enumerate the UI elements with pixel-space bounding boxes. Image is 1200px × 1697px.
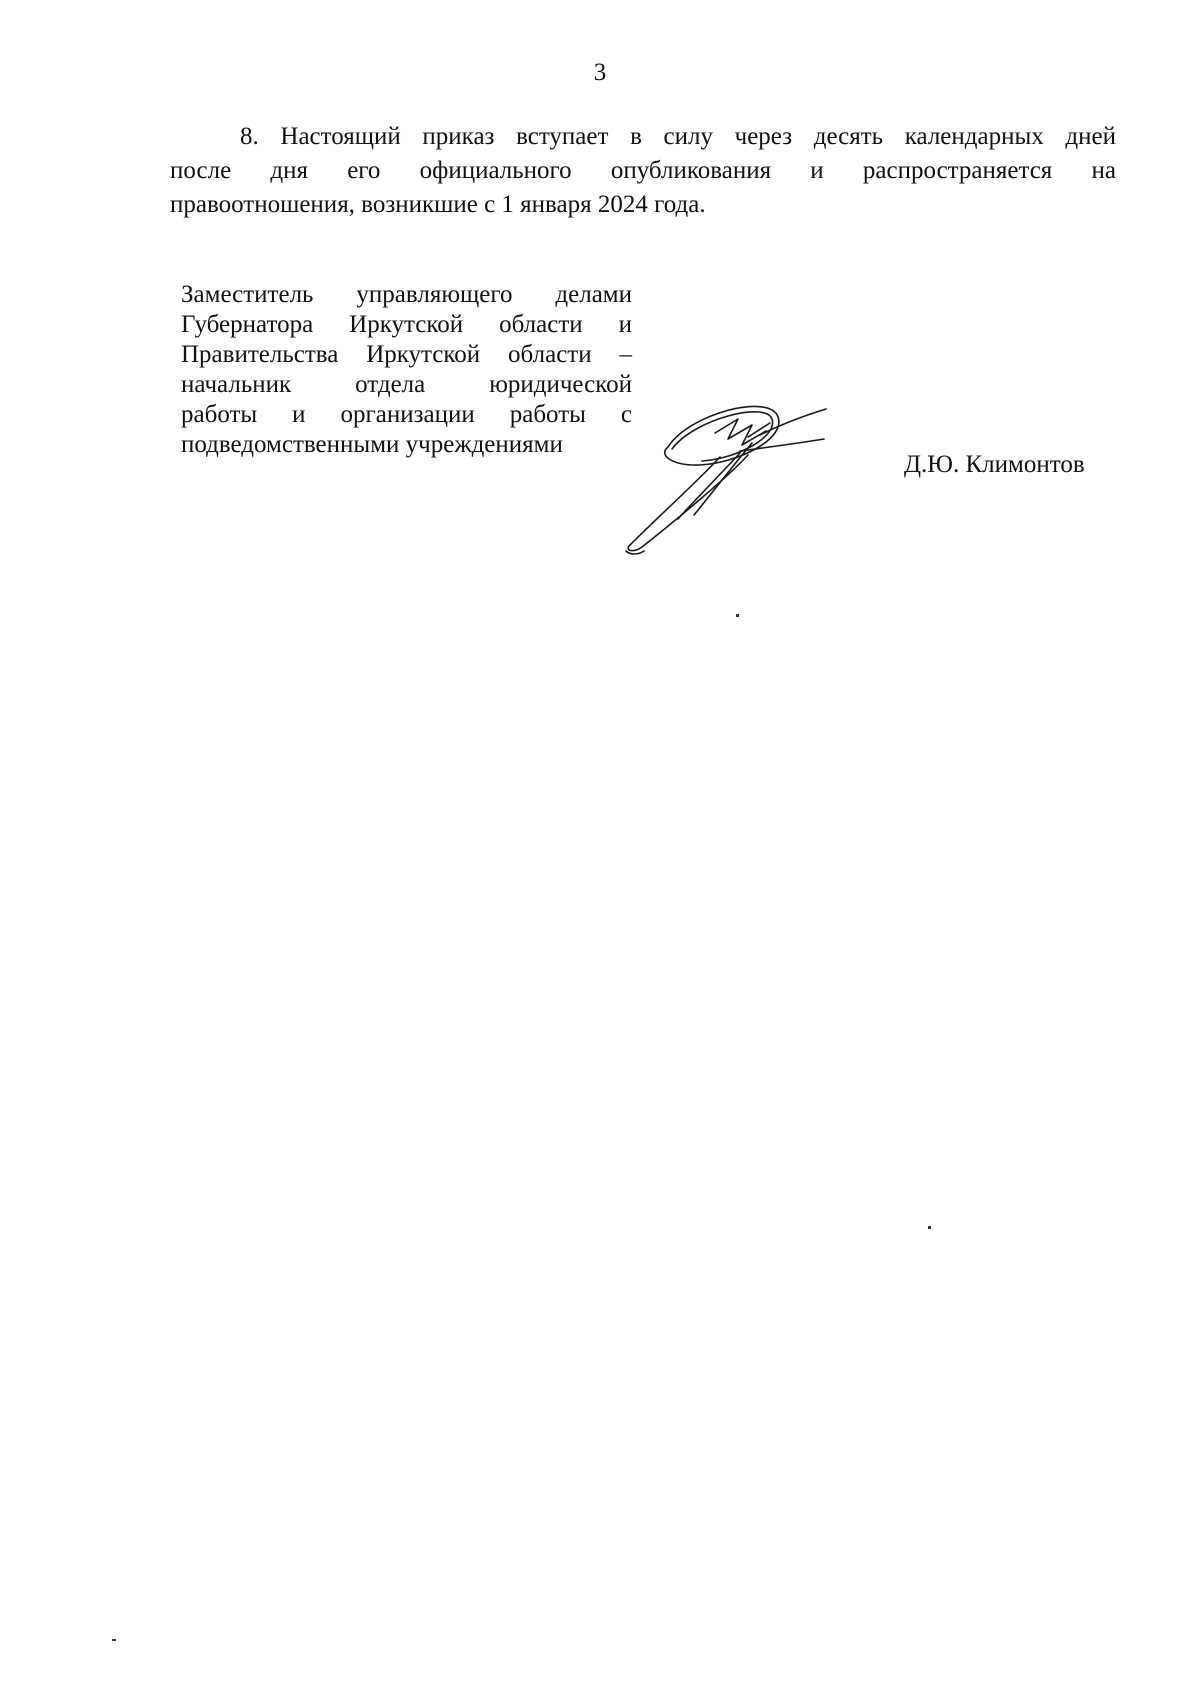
scan-speck (112, 1639, 116, 1641)
signer-name: Д.Ю. Климонтов (904, 451, 1085, 478)
signer-title-line: подведомственными учреждениями (181, 431, 563, 458)
handwritten-signature-icon (620, 395, 870, 555)
signer-title-line: Губернатора Иркутской области и (181, 311, 632, 338)
paragraph-line: после дня его официального опубликования и распространяется на (170, 157, 1116, 184)
signer-title-line: Заместитель управляющего делами (181, 281, 632, 308)
signer-title-line: начальник отдела юридической (181, 371, 632, 398)
scan-speck (736, 614, 739, 617)
signer-title-line: работы и организации работы с (181, 401, 632, 428)
signer-title-line: Правительства Иркутской области – (181, 341, 632, 368)
scan-speck (928, 1226, 931, 1229)
order-paragraph-8 (170, 120, 1116, 222)
signer-title (181, 280, 632, 460)
page-number: 3 (593, 59, 607, 86)
paragraph-line: 8. Настоящий приказ вступает в силу через десять календарных дней (240, 123, 1116, 150)
paragraph-line: правоотношения, возникшие с 1 января 2024 года. (170, 191, 706, 218)
